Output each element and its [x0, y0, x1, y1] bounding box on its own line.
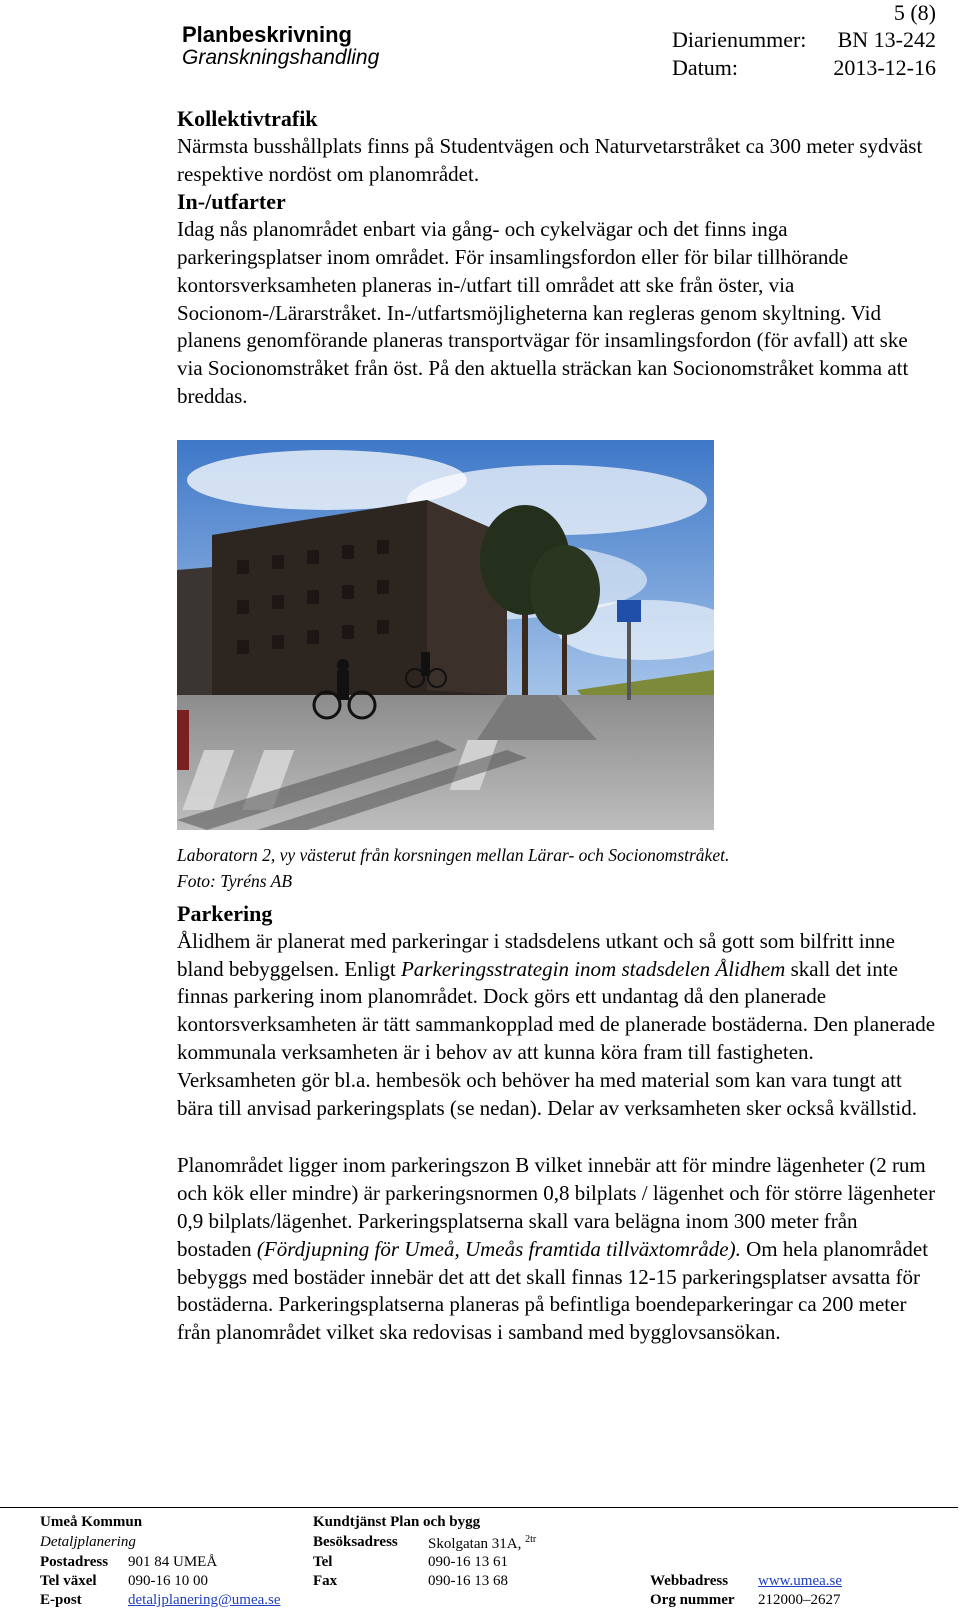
footer-webb-link[interactable]: www.umea.se [758, 1573, 843, 1589]
paragraph-parkering-1: Ålidhem är planerat med parkeringar i stadsdelens utkant och så gott som bilfritt inne bland bebyggelsen. Enligt Parkeringsstrategin inom stadsdelen Ålidhem skall det inte finnas parkering inom planområdet. Dock görs ett undantag då den planerade kontorsverksamheten är tätt sammankopplad med de planerade bostäderna. Den planerade kommunala verksamheten är i behov av att kunna köra fram till fastigheten. Verksamheten gör bl.a. hembesök och behöver ha med material som kan vara tungt att bära till anvisad parkeringsplats (se nedan). Delar av verksamheten sker också kvällstid. [177, 928, 936, 1120]
footer-besok-label: Besöksadress [313, 1534, 398, 1550]
datum-value: 2013-12-16 [833, 55, 936, 80]
document-title: Planbeskrivning [182, 22, 352, 47]
diarienummer-value: BN 13-242 [837, 27, 936, 52]
main-content-lower [177, 900, 937, 1347]
reference-parkeringsstrategi: Parkeringsstrategin inom stadsdelen Ålidhem [400, 956, 786, 981]
footer-kundtjanst: Kundtjänst Plan och bygg [313, 1514, 481, 1530]
diarienummer-label: Diarienummer: [672, 27, 807, 52]
footer-epost-link[interactable]: detaljplanering@umea.se [128, 1592, 281, 1608]
paragraph-parkering-2: Planområdet ligger inom parkeringszon B vilket innebär att för mindre lägenheter (2 rum och kök eller mindre) är parkeringsnormen 0,8 bilplats / lägenhet och för större lägenheter 0,9 bilplats/lägenhet. Parkeringsplatserna skall vara belägna inom 300 meter från bostaden (Fördjupning för Umeå, Umeås framtida tillväxtområde). Om hela planområdet bebyggs med bostäder innebär det att det skall finnas 12-15 parkeringsplatser avsatta för bostäderna. Parkeringsplatserna planeras på befintliga boendeparkeringar ca 200 meter från planområdet vilket ska redovisas i samband med bygglovsansökan. [177, 1153, 936, 1345]
footer-dept: Detaljplanering [40, 1534, 136, 1550]
datum-label: Datum: [672, 55, 738, 80]
paragraph-kollektivtrafik: Närmsta busshållplats finns på Studentvägen och Naturvetarstråket ca 300 meter sydväst respektive nordöst om planområdet. [177, 133, 923, 186]
photo-caption-block [177, 842, 937, 894]
footer-tel-value: 090-16 13 61 [428, 1554, 508, 1570]
heading-in-utfarter: In-/utfarter [177, 189, 286, 215]
footer-orgnr-value: 212000–2627 [758, 1592, 841, 1608]
footer-webb-label: Webbadress [650, 1573, 729, 1589]
footer-fax-value: 090-16 13 68 [428, 1573, 508, 1589]
document-subtitle: Granskningshandling [182, 46, 380, 69]
footer-telvaxel-label: Tel växel [40, 1573, 97, 1589]
footer-epost-label: E-post [40, 1592, 82, 1608]
footer-tel-label: Tel [313, 1554, 333, 1570]
page-number: 5 (8) [893, 0, 936, 25]
footer-divider [0, 1507, 958, 1508]
main-content-upper [177, 105, 937, 411]
street-photo [177, 440, 714, 830]
photo-credit: Foto: Tyréns AB [177, 871, 293, 891]
heading-parkering: Parkering [177, 901, 273, 926]
footer-telvaxel-value: 090-16 10 00 [128, 1573, 208, 1589]
photo-caption: Laboratorn 2, vy västerut från korsningen mellan Lärar- och Socionomstråket. [177, 845, 730, 865]
paragraph-in-utfarter: Idag nås planområdet enbart via gång- och cykelvägar och det finns inga parkeringsplatser inom området. För insamlingsfordon eller för bilar tillhörande kontorsverksamheten planeras in-/utfart till området att ske från öster, via Socionom-/Lärarstråket. In-/utfartsmöjligheterna kan regleras genom skyltning. Vid planens genomförande planeras transportvägar för insamlingsfordon (för avfall) att ske via Socionomstråket från öst. På den aktuella sträckan kan Socionomstråket komma att breddas. [177, 217, 909, 408]
footer-orgnr-label: Org nummer [650, 1592, 735, 1608]
heading-kollektivtrafik: Kollektivtrafik [177, 106, 318, 131]
footer-besok-value: Skolgatan 31A, $^{2tr}$ [428, 1534, 537, 1552]
reference-fordjupning: (Fördjupning för Umeå, Umeås framtida tillväxtområde). [256, 1236, 741, 1261]
footer-postadress-value: 901 84 UMEÅ [128, 1554, 218, 1570]
footer-org: Umeå Kommun [40, 1514, 143, 1530]
footer-fax-label: Fax [313, 1573, 338, 1589]
footer-postadress-label: Postadress [40, 1554, 109, 1570]
